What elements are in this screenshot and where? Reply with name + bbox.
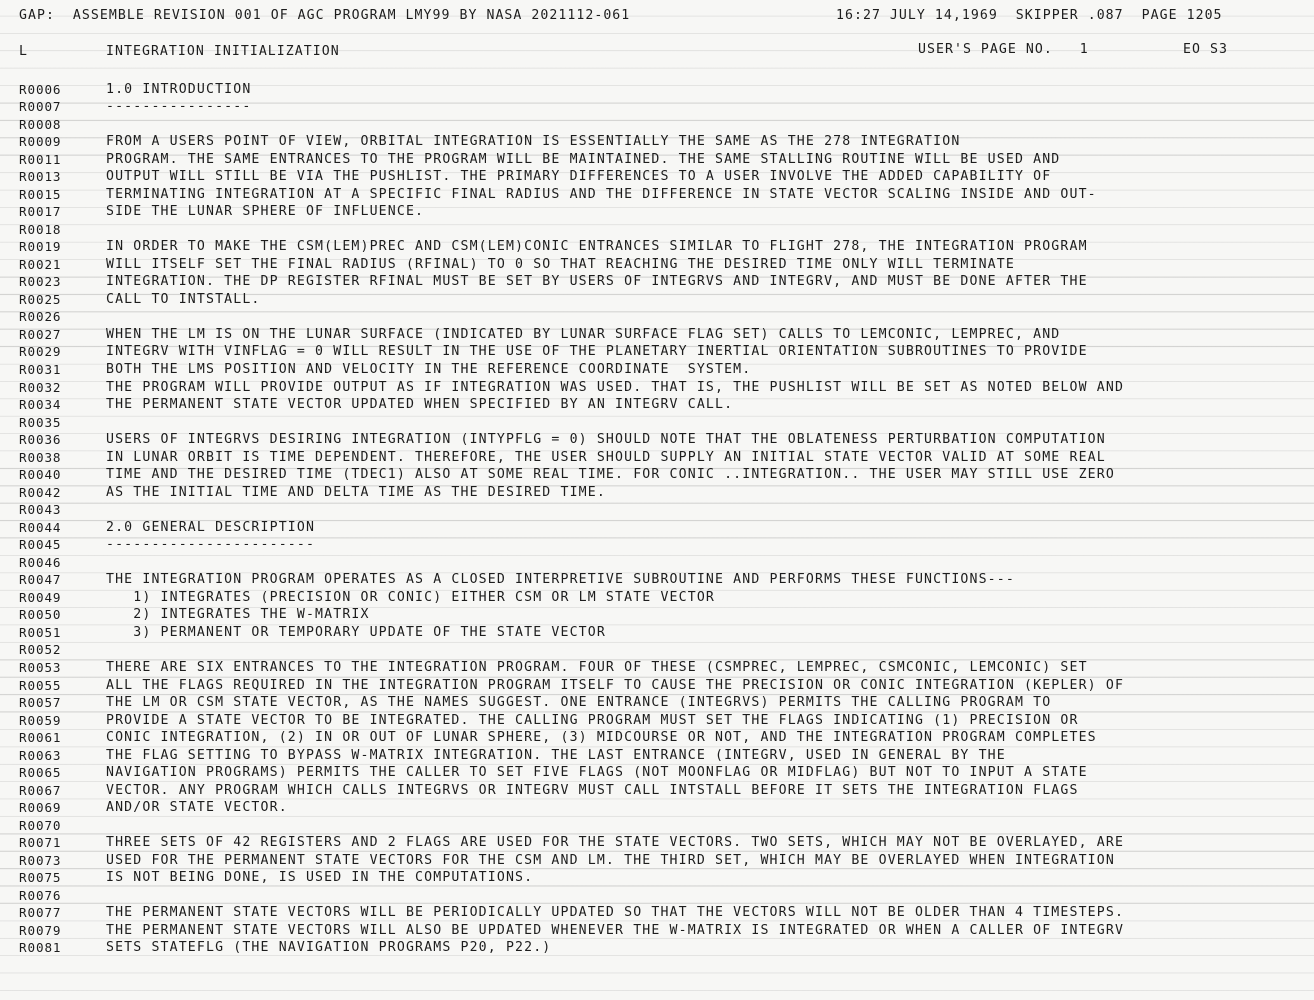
listing-line	[0, 834, 1314, 852]
line-number: R0021	[19, 256, 62, 272]
listing-line	[0, 677, 1314, 695]
line-text: FROM A USERS POINT OF VIEW, ORBITAL INTEGRATION IS ESSENTIALLY THE SAME AS THE 278 INTEGRATION	[106, 134, 961, 150]
listing-line	[0, 343, 1314, 361]
listing-line	[0, 203, 1314, 221]
listing-line	[0, 238, 1314, 256]
line-text: TERMINATING INTEGRATION AT A SPECIFIC FINAL RADIUS AND THE DIFFERENCE IN STATE VECTOR SCALING INSIDE AND OUT-	[106, 186, 1097, 202]
line-number: R0075	[19, 870, 62, 886]
listing-line	[0, 571, 1314, 589]
line-number: R0017	[19, 204, 62, 220]
line-number: R0073	[19, 852, 62, 868]
line-text: CONIC INTEGRATION, (2) IN OR OUT OF LUNAR SPHERE, (3) MIDCOURSE OR NOT, AND THE INTEGRATION PROGRAM COMPLETES	[106, 730, 1097, 746]
listing-line	[0, 273, 1314, 291]
listing-line	[0, 449, 1314, 467]
line-number: R0027	[19, 326, 62, 342]
line-number: R0042	[19, 484, 62, 500]
listing-line	[0, 326, 1314, 344]
line-text: THERE ARE SIX ENTRANCES TO THE INTEGRATION PROGRAM. FOUR OF THESE (CSMPREC, LEMPREC, CSMCONIC, LEMCONIC) SET	[106, 659, 1088, 675]
line-text: OUTPUT WILL STILL BE VIA THE PUSHLIST. THE PRIMARY DIFFERENCES TO A USER INVOLVE THE ADDED CAPABILITY OF	[106, 169, 1052, 185]
listing-line	[0, 98, 1314, 116]
line-text: PROVIDE A STATE VECTOR TO BE INTEGRATED. THE CALLING PROGRAM MUST SET THE FLAGS INDICATING (1) PRECISION OR	[106, 712, 1079, 728]
listing-line	[0, 431, 1314, 449]
section-title: INTEGRATION INITIALIZATION	[106, 44, 340, 59]
line-number: R0051	[19, 624, 62, 640]
listing-line	[0, 922, 1314, 940]
listing-line	[0, 747, 1314, 765]
line-number: R0035	[19, 414, 62, 430]
listing-line	[0, 817, 1314, 835]
listing-line	[0, 466, 1314, 484]
line-number: R0008	[19, 116, 62, 132]
line-text: BOTH THE LMS POSITION AND VELOCITY IN THE REFERENCE COORDINATE SYSTEM.	[106, 361, 752, 377]
line-number: R0061	[19, 730, 62, 746]
listing-line	[0, 764, 1314, 782]
line-number: R0018	[19, 221, 62, 237]
listing-line	[0, 414, 1314, 432]
line-number: R0040	[19, 467, 62, 483]
line-number: R0019	[19, 239, 62, 255]
line-text: WHEN THE LM IS ON THE LUNAR SURFACE (INDICATED BY LUNAR SURFACE FLAG SET) CALLS TO LEMCONIC, LEMPREC, AND	[106, 326, 1061, 342]
line-number: R0065	[19, 765, 62, 781]
line-text: SETS STATEFLG (THE NAVIGATION PROGRAMS P20, P22.)	[106, 940, 552, 956]
listing-line	[0, 519, 1314, 537]
line-number: R0025	[19, 291, 62, 307]
log-section-marker: L	[19, 44, 28, 59]
listing-line	[0, 904, 1314, 922]
line-text: AND/OR STATE VECTOR.	[106, 800, 288, 816]
line-text: PROGRAM. THE SAME ENTRANCES TO THE PROGRAM WILL BE MAINTAINED. THE SAME STALLING ROUTINE WILL BE USED AND	[106, 151, 1061, 167]
line-text: WILL ITSELF SET THE FINAL RADIUS (RFINAL) TO 0 SO THAT REACHING THE DESIRED TIME ONLY WILL TERMINATE	[106, 256, 1015, 272]
line-number: R0050	[19, 607, 62, 623]
line-text: IS NOT BEING DONE, IS USED IN THE COMPUTATIONS.	[106, 870, 534, 886]
gap-header-right: 16:27 JULY 14,1969 SKIPPER .087 PAGE 1205	[836, 8, 1223, 23]
listing-line	[0, 887, 1314, 905]
eo-label: EO S3	[1183, 42, 1228, 57]
listing-line	[0, 536, 1314, 554]
listing-line	[0, 729, 1314, 747]
gap-header-left: GAP: ASSEMBLE REVISION 001 OF AGC PROGRAM LMY99 BY NASA 2021112-061	[19, 8, 631, 23]
line-number: R0015	[19, 186, 62, 202]
line-number: R0055	[19, 677, 62, 693]
line-text: 2.0 GENERAL DESCRIPTION	[106, 519, 316, 535]
line-text: IN ORDER TO MAKE THE CSM(LEM)PREC AND CSM(LEM)CONIC ENTRANCES SIMILAR TO FLIGHT 278, THE INTEGRATION PROGRAM	[106, 239, 1088, 255]
line-text: THE PROGRAM WILL PROVIDE OUTPUT AS IF INTEGRATION WAS USED. THAT IS, THE PUSHLIST WILL BE SET AS NOTED BELOW AND	[106, 379, 1125, 395]
line-text: INTEGRATION. THE DP REGISTER RFINAL MUST BE SET BY USERS OF INTEGRVS AND INTEGRV, AND MUST BE DONE AFTER THE	[106, 274, 1088, 290]
line-number: R0052	[19, 642, 62, 658]
line-text: AS THE INITIAL TIME AND DELTA TIME AS THE DESIRED TIME.	[106, 484, 606, 500]
line-number: R0013	[19, 169, 62, 185]
line-text: THE PERMANENT STATE VECTORS WILL ALSO BE UPDATED WHENEVER THE W-MATRIX IS INTEGRATED OR WHEN A CALLER OF INTEGRV	[106, 922, 1125, 938]
listing-line	[0, 712, 1314, 730]
line-text: IN LUNAR ORBIT IS TIME DEPENDENT. THEREFORE, THE USER SHOULD SUPPLY AN INITIAL STATE VECTOR VALID AT SOME REAL	[106, 449, 1106, 465]
line-number: R0059	[19, 712, 62, 728]
listing-line	[0, 554, 1314, 572]
listing-line	[0, 606, 1314, 624]
listing-line	[0, 501, 1314, 519]
line-text: 3) PERMANENT OR TEMPORARY UPDATE OF THE STATE VECTOR	[106, 624, 606, 640]
line-number: R0045	[19, 537, 62, 553]
line-text: 1.0 INTRODUCTION	[106, 81, 252, 97]
line-text: THE LM OR CSM STATE VECTOR, AS THE NAMES SUGGEST. ONE ENTRANCE (INTEGRVS) PERMITS THE CALLING PROGRAM TO	[106, 695, 1052, 711]
line-number: R0069	[19, 800, 62, 816]
line-text: THE PERMANENT STATE VECTORS WILL BE PERIODICALLY UPDATED SO THAT THE VECTORS WILL NOT BE OLDER THAN 4 TIMESTEPS.	[106, 905, 1125, 921]
line-text: USERS OF INTEGRVS DESIRING INTEGRATION (INTYPFLG = 0) SHOULD NOTE THAT THE OBLATENESS PERTURBATION COMPUTATION	[106, 432, 1106, 448]
line-text: CALL TO INTSTALL.	[106, 291, 261, 307]
listing-line	[0, 659, 1314, 677]
line-number: R0009	[19, 134, 62, 150]
line-text: ALL THE FLAGS REQUIRED IN THE INTEGRATION PROGRAM ITSELF TO CAUSE THE PRECISION OR CONIC INTEGRATION (KEPLER) OF	[106, 677, 1125, 693]
listing-line	[0, 168, 1314, 186]
listing-line	[0, 133, 1314, 151]
line-number: R0053	[19, 659, 62, 675]
line-text: INTEGRV WITH VINFLAG = 0 WILL RESULT IN THE USE OF THE PLANETARY INERTIAL ORIENTATION SUBROUTINES TO PROVIDE	[106, 344, 1088, 360]
line-text: 1) INTEGRATES (PRECISION OR CONIC) EITHER CSM OR LM STATE VECTOR	[106, 589, 715, 605]
listing-line	[0, 186, 1314, 204]
listing-line	[0, 484, 1314, 502]
users-page-number: USER'S PAGE NO. 1	[918, 42, 1089, 57]
line-text: THE PERMANENT STATE VECTOR UPDATED WHEN SPECIFIED BY AN INTEGRV CALL.	[106, 397, 734, 413]
listing-line	[0, 694, 1314, 712]
listing-line	[0, 151, 1314, 169]
line-number: R0046	[19, 554, 62, 570]
listing-line	[0, 799, 1314, 817]
line-number: R0071	[19, 835, 62, 851]
line-number: R0006	[19, 81, 62, 97]
line-text: THE FLAG SETTING TO BYPASS W-MATRIX INTEGRATION. THE LAST ENTRANCE (INTEGRV, USED IN GENERAL BY THE	[106, 747, 1006, 763]
line-number: R0034	[19, 397, 62, 413]
line-number: R0057	[19, 695, 62, 711]
listing-line	[0, 641, 1314, 659]
line-number: R0043	[19, 502, 62, 518]
line-number: R0079	[19, 922, 62, 938]
listing-line	[0, 624, 1314, 642]
listing-line	[0, 939, 1314, 957]
line-number: R0076	[19, 887, 62, 903]
line-number: R0007	[19, 99, 62, 115]
line-number: R0070	[19, 817, 62, 833]
listing-line	[0, 116, 1314, 134]
line-number: R0047	[19, 572, 62, 588]
line-number: R0081	[19, 940, 62, 956]
listing-line	[0, 81, 1314, 99]
line-number: R0032	[19, 379, 62, 395]
line-text: 2) INTEGRATES THE W-MATRIX	[106, 607, 370, 623]
line-number: R0038	[19, 449, 62, 465]
line-text: ----------------	[106, 99, 252, 115]
line-number: R0026	[19, 309, 62, 325]
listing-line	[0, 308, 1314, 326]
listing-line	[0, 589, 1314, 607]
listing-line	[0, 361, 1314, 379]
line-number: R0029	[19, 344, 62, 360]
listing-line	[0, 291, 1314, 309]
line-number: R0063	[19, 747, 62, 763]
line-text: NAVIGATION PROGRAMS) PERMITS THE CALLER TO SET FIVE FLAGS (NOT MOONFLAG OR MIDFLAG) BUT NOT TO INPUT A STATE	[106, 765, 1088, 781]
listing-line	[0, 782, 1314, 800]
listing-line	[0, 379, 1314, 397]
line-number: R0031	[19, 361, 62, 377]
line-number: R0036	[19, 432, 62, 448]
line-text: USED FOR THE PERMANENT STATE VECTORS FOR THE CSM AND LM. THE THIRD SET, WHICH MAY BE OVERLAYED WHEN INTEGRATION	[106, 852, 1115, 868]
listing-line	[0, 396, 1314, 414]
line-number: R0011	[19, 151, 62, 167]
listing-line	[0, 256, 1314, 274]
line-text: VECTOR. ANY PROGRAM WHICH CALLS INTEGRVS OR INTEGRV MUST CALL INTSTALL BEFORE IT SETS THE INTEGRATION FLAGS	[106, 782, 1079, 798]
line-text: THE INTEGRATION PROGRAM OPERATES AS A CLOSED INTERPRETIVE SUBROUTINE AND PERFORMS THESE FUNCTIONS---	[106, 572, 1015, 588]
line-text: -----------------------	[106, 537, 316, 553]
line-number: R0044	[19, 519, 62, 535]
line-number: R0049	[19, 589, 62, 605]
listing-line	[0, 852, 1314, 870]
listing-line	[0, 221, 1314, 239]
line-text: TIME AND THE DESIRED TIME (TDEC1) ALSO AT SOME REAL TIME. FOR CONIC ..INTEGRATION.. THE USER MAY STILL USE ZERO	[106, 467, 1115, 483]
line-text: THREE SETS OF 42 REGISTERS AND 2 FLAGS ARE USED FOR THE STATE VECTORS. TWO SETS, WHICH MAY NOT BE OVERLAYED, ARE	[106, 835, 1125, 851]
listing-line	[0, 869, 1314, 887]
line-text: SIDE THE LUNAR SPHERE OF INFLUENCE.	[106, 204, 425, 220]
line-number: R0077	[19, 905, 62, 921]
line-number: R0067	[19, 782, 62, 798]
line-number: R0023	[19, 274, 62, 290]
